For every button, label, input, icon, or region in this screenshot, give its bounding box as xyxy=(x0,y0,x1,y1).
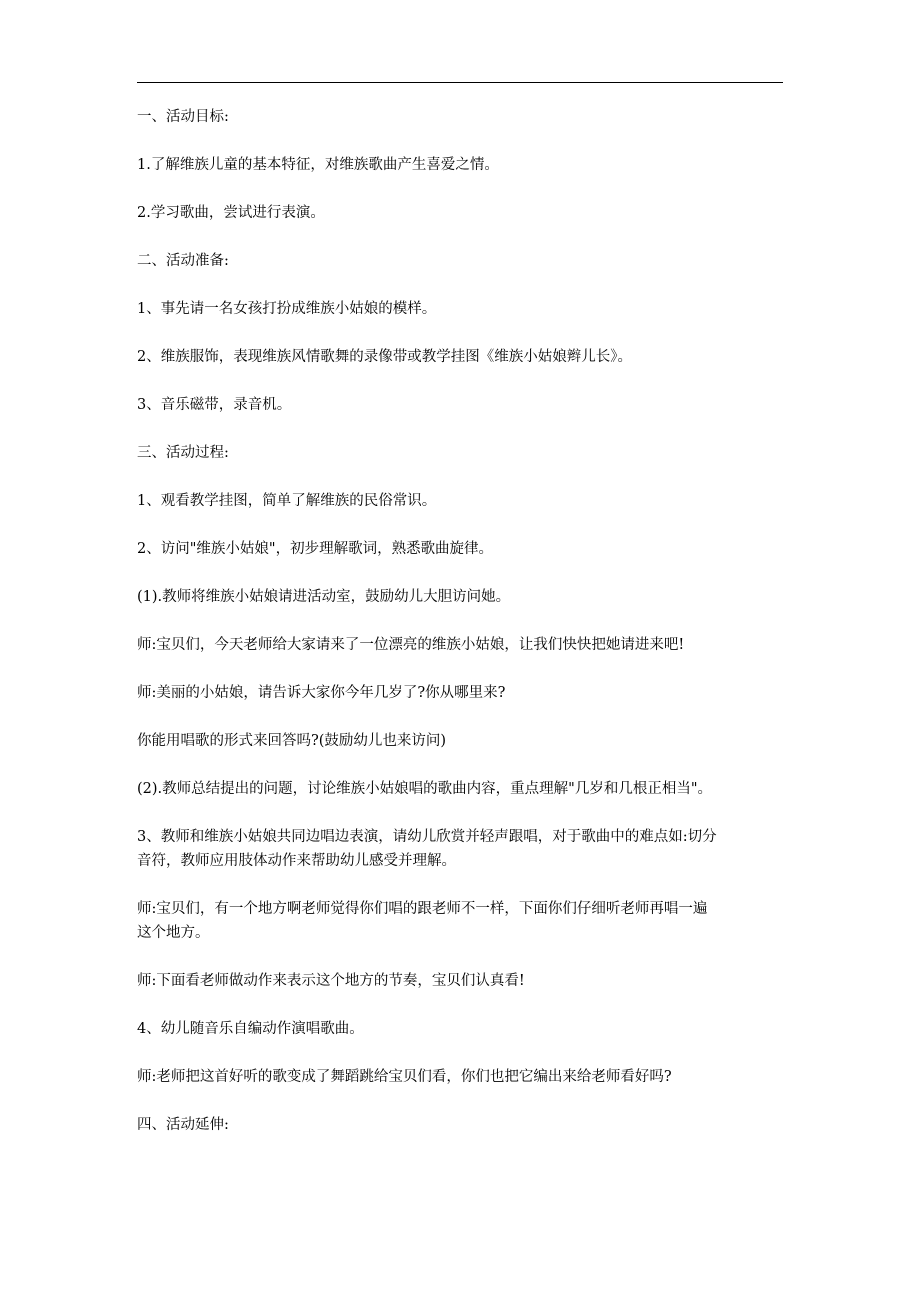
section-heading-extension: 四、活动延伸: xyxy=(137,1117,229,1133)
header-rule xyxy=(137,82,783,83)
document-body xyxy=(137,105,787,1137)
section-heading-process: 三、活动过程: xyxy=(137,445,229,461)
paragraph: 1、观看教学挂图，简单了解维族的民俗常识。 xyxy=(137,493,437,509)
paragraph: (2).教师总结提出的问题，讨论维族小姑娘唱的歌曲内容，重点理解"几岁和几根正相当"。 xyxy=(137,781,712,797)
paragraph: 2、维族服饰，表现维族风情歌舞的录像带或教学挂图《维族小姑娘辫儿长》。 xyxy=(137,349,632,365)
paragraph: 师:老师把这首好听的歌变成了舞蹈跳给宝贝们看，你们也把它编出来给老师看好吗? xyxy=(137,1069,672,1085)
section-heading-goals: 一、活动目标: xyxy=(137,109,229,125)
paragraph: 3、教师和维族小姑娘共同边唱边表演，请幼儿欣赏并轻声跟唱，对于歌曲中的难点如:切分 音符，教师应用肢体动作来帮助幼儿感受并理解。 xyxy=(137,829,717,869)
paragraph: 你能用唱歌的形式来回答吗?(鼓励幼儿也来访问) xyxy=(137,733,447,749)
paragraph: 1、事先请一名女孩打扮成维族小姑娘的模样。 xyxy=(137,301,437,317)
paragraph: 师:下面看老师做动作来表示这个地方的节奏，宝贝们认真看! xyxy=(137,973,525,989)
paragraph: (1).教师将维族小姑娘请进活动室，鼓励幼儿大胆访问她。 xyxy=(137,589,511,605)
paragraph: 师:美丽的小姑娘，请告诉大家你今年几岁了?你从哪里来? xyxy=(137,685,506,701)
paragraph: 4、幼儿随音乐自编动作演唱歌曲。 xyxy=(137,1021,364,1037)
paragraph: 2、访问"维族小姑娘"，初步理解歌词，熟悉歌曲旋律。 xyxy=(137,541,494,557)
paragraph: 2.学习歌曲，尝试进行表演。 xyxy=(137,205,325,221)
paragraph: 3、音乐磁带，录音机。 xyxy=(137,397,292,413)
section-heading-preparation: 二、活动准备: xyxy=(137,253,229,269)
paragraph: 师:宝贝们，今天老师给大家请来了一位漂亮的维族小姑娘，让我们快快把她请进来吧! xyxy=(137,637,685,653)
paragraph: 师:宝贝们，有一个地方啊老师觉得你们唱的跟老师不一样，下面你们仔细听老师再唱一遍 这个地方。 xyxy=(137,901,708,941)
paragraph: 1.了解维族儿童的基本特征，对维族歌曲产生喜爱之情。 xyxy=(137,157,499,173)
